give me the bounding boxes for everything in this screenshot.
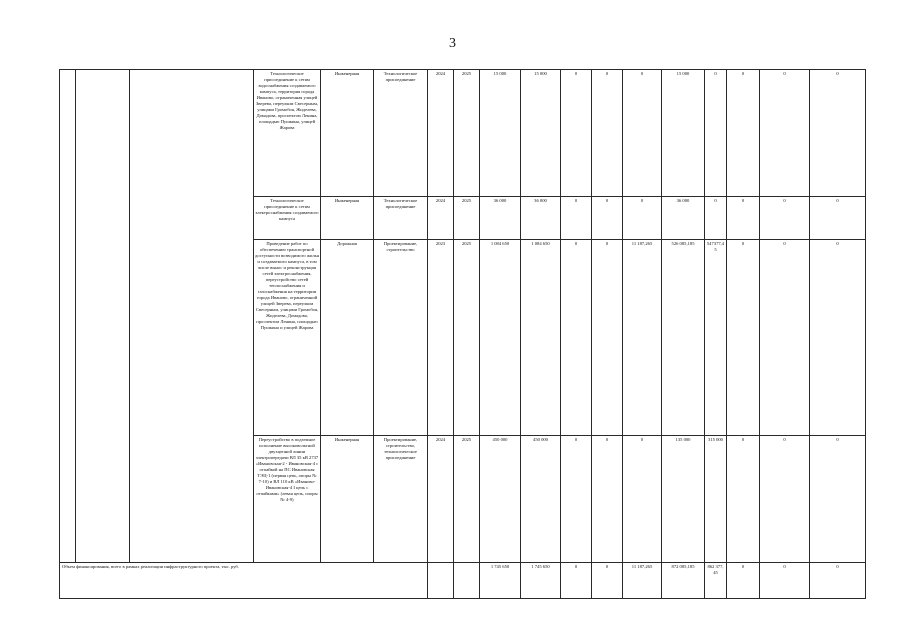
total-cost: 1 084 650 bbox=[480, 240, 521, 436]
funding-value: 315 000 bbox=[705, 436, 727, 563]
table-row bbox=[60, 70, 866, 197]
funding-value: 15 000 bbox=[521, 70, 561, 197]
funding-value: 450 000 bbox=[521, 436, 561, 563]
funding-value: 872 085,185 bbox=[662, 563, 705, 599]
total-cost: 15 000 bbox=[480, 70, 521, 197]
funding-value: 0 bbox=[592, 240, 623, 436]
funding-value: 36 000 bbox=[521, 197, 561, 240]
funding-value: 0 bbox=[623, 197, 662, 240]
total-label: Объем финансирования, всего в рамках реализации инфраструктурного проекта, тыс. руб. bbox=[60, 563, 428, 599]
start-year: 2024 bbox=[428, 436, 454, 563]
funding-value: 547377,45 bbox=[705, 240, 727, 436]
funding-value: 0 bbox=[561, 70, 592, 197]
funding-value: 0 bbox=[561, 240, 592, 436]
funding-value: 0 bbox=[810, 436, 866, 563]
funding-value: 0 bbox=[760, 563, 810, 599]
total-cost: 1 745 650 bbox=[480, 563, 521, 599]
total-cost: 36 000 bbox=[480, 197, 521, 240]
blank-cell bbox=[428, 563, 454, 599]
funding-value: 0 bbox=[727, 70, 760, 197]
work-type: Технологическое присоединение bbox=[374, 70, 428, 197]
blank-cell bbox=[76, 70, 130, 563]
financing-table bbox=[59, 69, 866, 599]
object-name: Технологическое присоединение к сетям водоснабжения создаваемого кампуса, территория города Иваново, ограниченная улицей Зверева, переулком Свесерным, улицами Громобоя, Жиделева, Домадова, проспектом Ленина, площадью Пушкина, улицей Жарова bbox=[254, 70, 321, 197]
start-year: 2024 bbox=[428, 70, 454, 197]
funding-value: 15 000 bbox=[662, 70, 705, 197]
object-name: Проведение работ по обеспечению транспортной доступности возводимого жилья и создаваемого кампуса, в том числе вынос и реконструкция сетей электроснабжения, переустройство сетей теплоснабжения и газоснабжения на территории города Иваново, ограниченной улицей Зверева, переулком Свесерным, улицами Громобоя, Жиделева, Домадова, проспектом Ленина, площадью Пушкина и улицей Жарова bbox=[254, 240, 321, 436]
infrastructure-type: Дорожная bbox=[321, 240, 374, 436]
funding-value: 1 745 650 bbox=[521, 563, 561, 599]
total-row bbox=[60, 563, 866, 599]
end-year: 2025 bbox=[454, 70, 480, 197]
funding-value: 0 bbox=[760, 436, 810, 563]
funding-value: 0 bbox=[810, 240, 866, 436]
start-year: 2023 bbox=[428, 240, 454, 436]
object-name: Технологическое присоединение к сетям электроснабжения создаваемого кампуса bbox=[254, 197, 321, 240]
blank-cell bbox=[454, 563, 480, 599]
funding-value: 135 000 bbox=[662, 436, 705, 563]
funding-value: 0 bbox=[561, 436, 592, 563]
object-name: Переустройство в подземное исполнение высоковольтной двухцепной линии электропередачи ВЛ 35 кВ 2737 «Ивановская-2 - Ивановская-4 с отпайкой на ПС Ивановская ТЭЦ-1 (первая цепь, опоры № 7-10) и ВЛ 110 кВ «Иваново-Ивановская-4 I цепь с отпайками» (левая цепь, опоры № 4-9) bbox=[254, 436, 321, 563]
funding-value: 0 bbox=[727, 436, 760, 563]
funding-value: 526 085,185 bbox=[662, 240, 705, 436]
funding-value: 0 bbox=[727, 563, 760, 599]
end-year: 2025 bbox=[454, 197, 480, 240]
infrastructure-type: Инженерная bbox=[321, 197, 374, 240]
funding-value: 1 084 650 bbox=[521, 240, 561, 436]
funding-value: 0 bbox=[592, 70, 623, 197]
funding-value: 0 bbox=[810, 70, 866, 197]
funding-value: 0 bbox=[592, 563, 623, 599]
funding-value: 0 bbox=[705, 70, 727, 197]
funding-value: 862 377, 45 bbox=[705, 563, 727, 599]
blank-cell bbox=[130, 70, 254, 563]
funding-value: 0 bbox=[760, 70, 810, 197]
funding-value: 0 bbox=[623, 70, 662, 197]
funding-value: 0 bbox=[561, 563, 592, 599]
funding-value: 0 bbox=[727, 197, 760, 240]
blank-cell bbox=[60, 70, 76, 563]
funding-value: 0 bbox=[760, 240, 810, 436]
total-cost: 450 000 bbox=[480, 436, 521, 563]
funding-value: 0 bbox=[623, 436, 662, 563]
end-year: 2025 bbox=[454, 436, 480, 563]
funding-value: 0 bbox=[810, 563, 866, 599]
page-number: 3 bbox=[449, 36, 456, 51]
funding-value: 0 bbox=[592, 436, 623, 563]
start-year: 2024 bbox=[428, 197, 454, 240]
funding-value: 0 bbox=[727, 240, 760, 436]
end-year: 2025 bbox=[454, 240, 480, 436]
funding-value: 11 187,265 bbox=[623, 563, 662, 599]
funding-value: 36 000 bbox=[662, 197, 705, 240]
work-type: Проектирование, строительство, технологическое присоединение bbox=[374, 436, 428, 563]
work-type: Проектирование, строительство bbox=[374, 240, 428, 436]
funding-value: 0 bbox=[592, 197, 623, 240]
funding-value: 11 187,265 bbox=[623, 240, 662, 436]
funding-value: 0 bbox=[760, 197, 810, 240]
infrastructure-type: Инженерная bbox=[321, 70, 374, 197]
work-type: Технологическое присоединение bbox=[374, 197, 428, 240]
funding-value: 0 bbox=[561, 197, 592, 240]
funding-value: 0 bbox=[810, 197, 866, 240]
infrastructure-type: Инженерная bbox=[321, 436, 374, 563]
funding-value: 0 bbox=[705, 197, 727, 240]
